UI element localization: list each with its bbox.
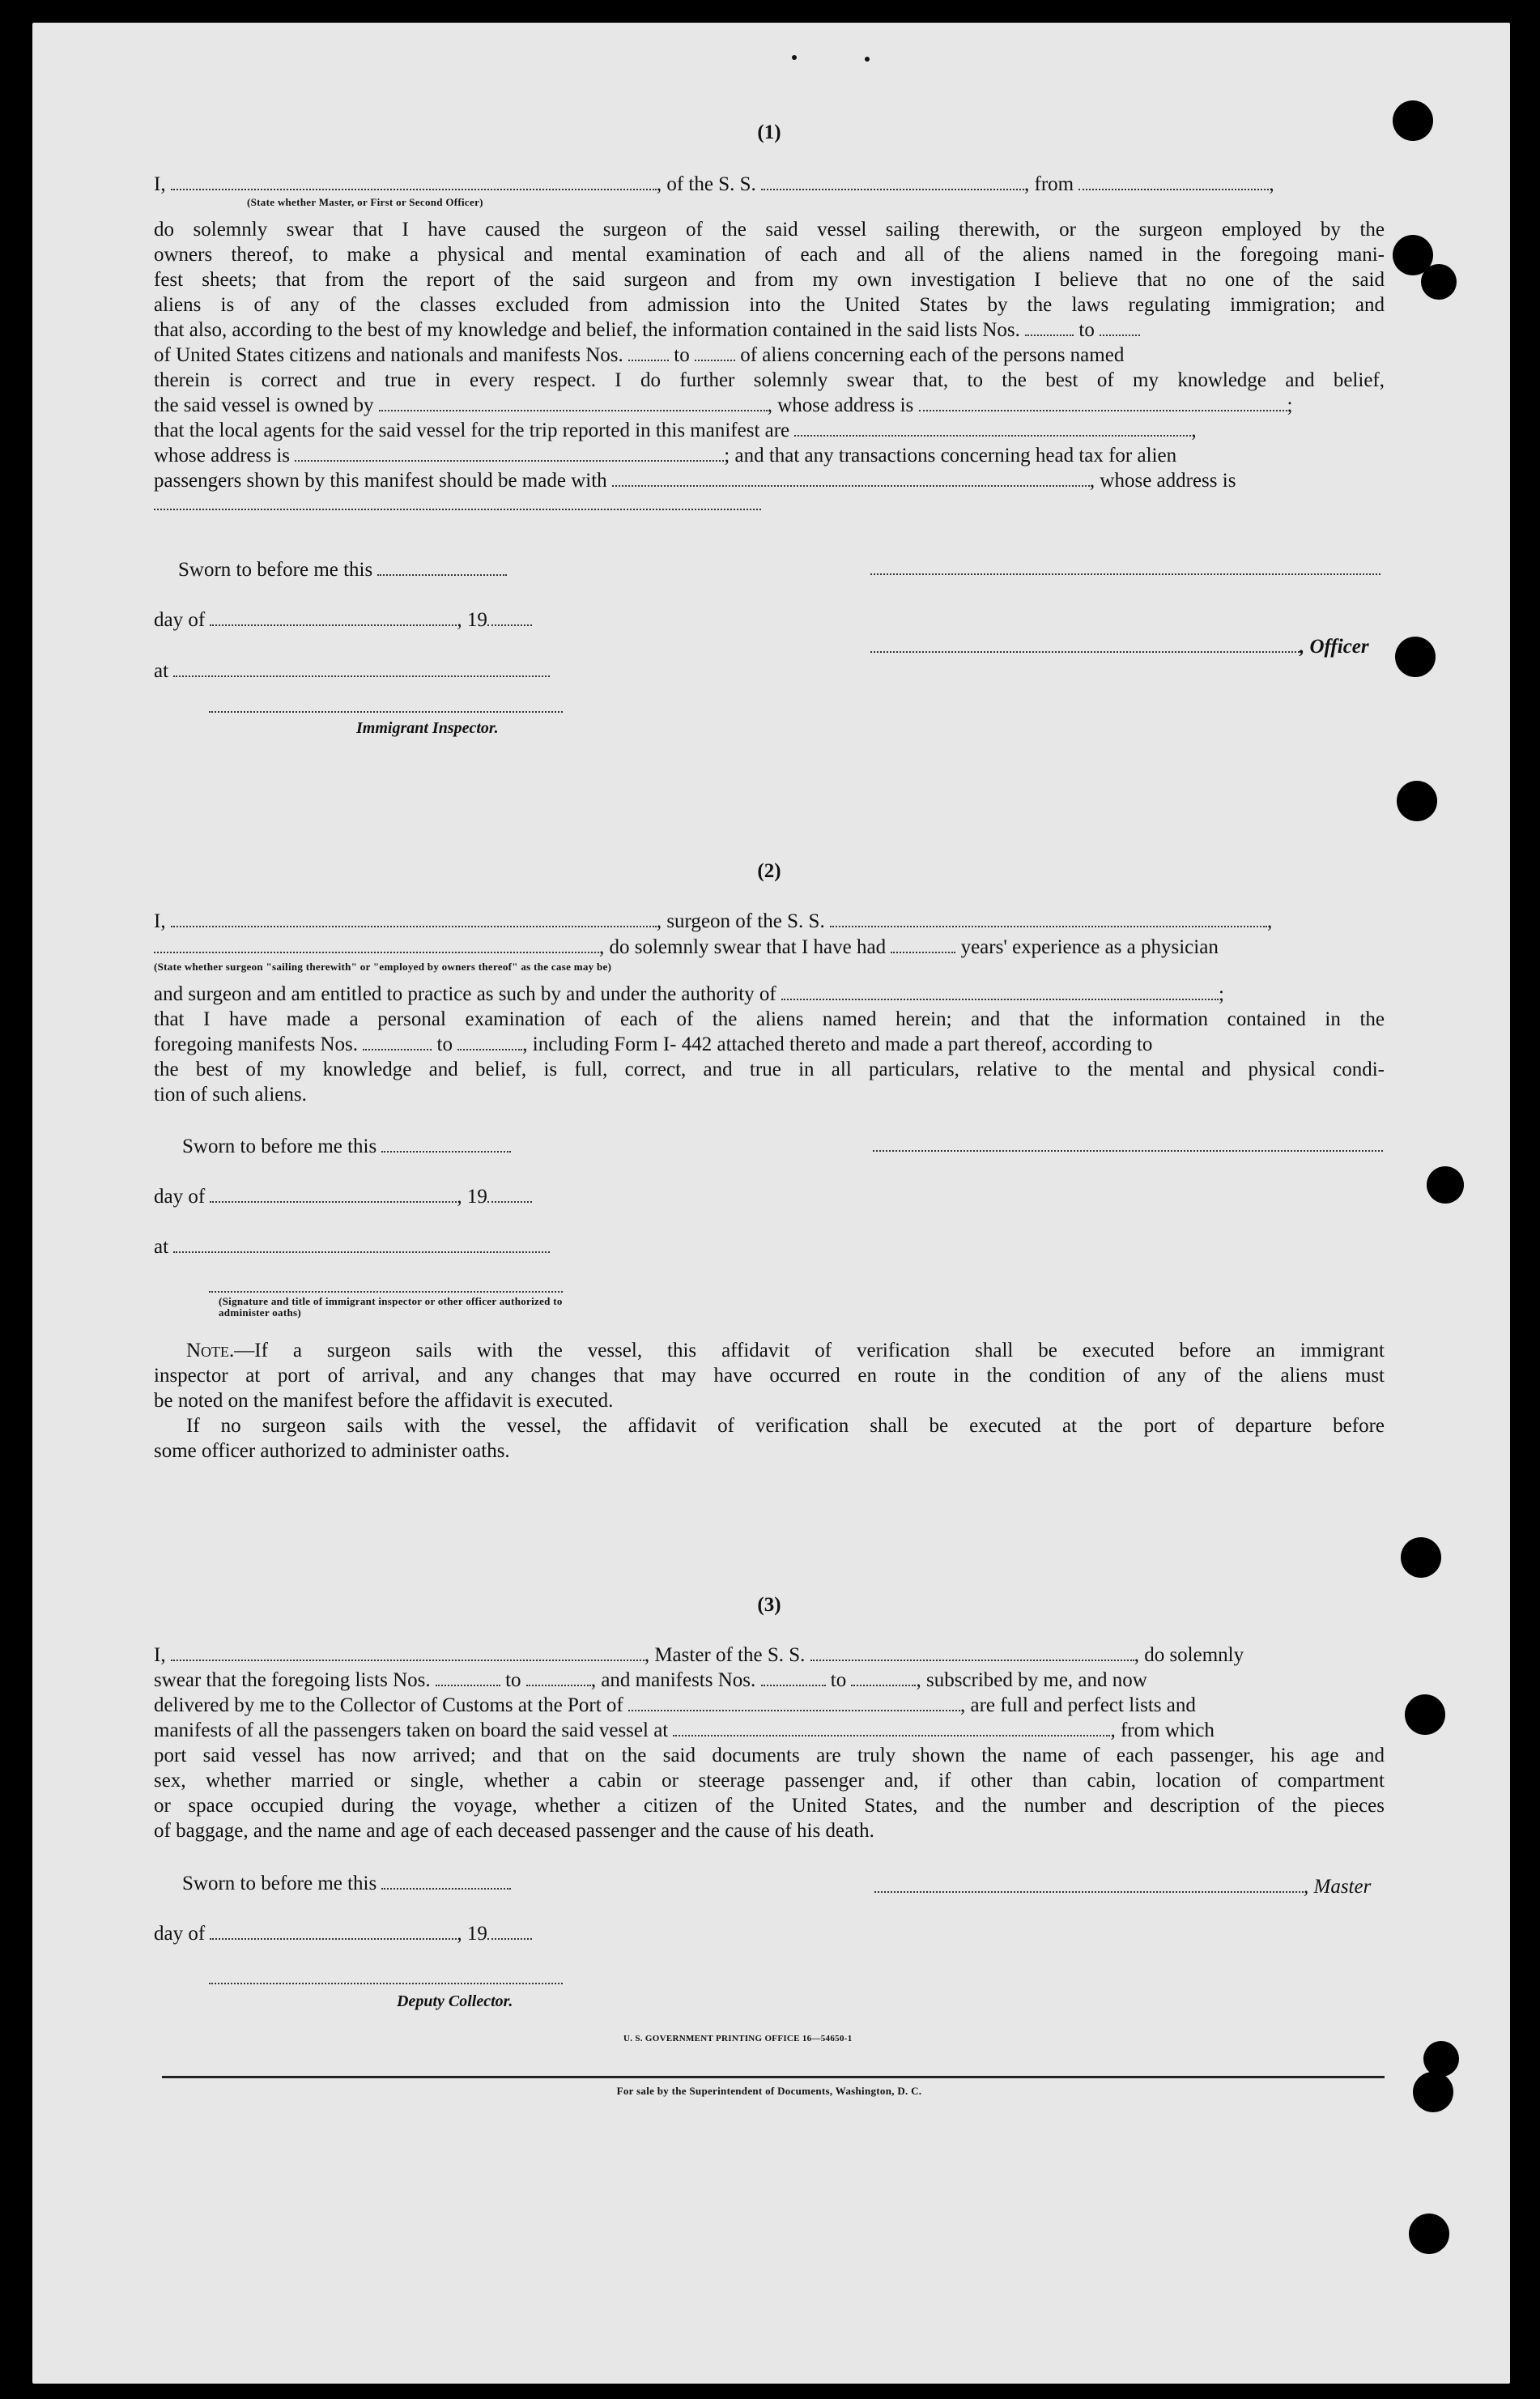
text: , whose address is [767,394,914,416]
blank-sworn-3[interactable] [381,1873,511,1890]
text: —If a surgeon sails with the vessel, this affidavit of verification shall be executed before an immigrant [234,1340,1385,1361]
form-sheet [32,23,1510,2384]
text: day of [154,1923,206,1945]
printing-office-line: U. S. GOVERNMENT PRINTING OFFICE 16—54650-1 [623,2034,853,2043]
blank-manifest-from[interactable] [628,345,669,361]
text: I, [154,173,166,195]
blank-surgeon-signature[interactable] [873,1150,1383,1152]
text: , from [1024,173,1074,195]
text: manifests of all the passengers taken on board the said vessel at [154,1719,669,1741]
blank-list-from[interactable] [1025,320,1074,336]
text: , are full and perfect lists and [960,1694,1196,1716]
blank-years[interactable] [891,937,955,953]
blank-day-2[interactable] [210,1187,457,1203]
text: , whose address is [1089,470,1236,492]
footer-rule [162,2076,1385,2078]
blank-head-tax[interactable] [612,471,1090,487]
section-3-line-2 [154,1668,1385,1693]
note-line [154,1338,1385,1363]
blank-inspector-signature-2[interactable] [209,1291,563,1293]
for-sale-line: For sale by the Superintendent of Documents, Washington, D. C. [616,2085,922,2097]
speck [792,55,797,60]
text: Sworn to before me this [178,559,373,581]
blank-year-2[interactable] [487,1187,532,1203]
blank-day-3[interactable] [210,1924,457,1940]
section-1-line-head-tax [154,468,1385,493]
blank-inspector-signature[interactable] [209,711,563,713]
text: , from which [1110,1719,1215,1741]
blank-year-3[interactable] [487,1924,532,1940]
text: Sworn to before me this [182,1873,377,1894]
signature-caption: (Signature and title of immigrant inspector or other officer authorized to administer oaths) [219,1295,563,1319]
section-1-sworn [178,557,1409,582]
blank-port[interactable] [628,1695,960,1711]
blank-officer-title[interactable] [870,637,1300,653]
text: to [505,1669,521,1691]
text: that the local agents for the said vessel for the trip reported in this manifest are [154,420,790,441]
section-1-line-lists [154,317,1385,343]
blank-master-signature[interactable] [874,1877,1304,1893]
text: Sworn to before me this [182,1136,377,1157]
note-text: some officer authorized to administer oaths. [154,1440,510,1462]
section-1-officer-caption: (State whether Master, or First or Second Officer) [247,196,483,208]
blank-manifests-from-3[interactable] [761,1670,826,1686]
blank-sworn-2[interactable] [381,1136,511,1153]
section-3-heading: (3) [757,1594,781,1616]
punch-hole-5 [1397,781,1437,821]
text: that also, according to the best of my knowledge and belief, the information contained in the said lists Nos. [154,319,1020,341]
section-2-day [154,1184,1385,1209]
section-2-line-authority: and surgeon and am entitled to practice as such by and under the authority of ; [154,983,1224,1005]
section-2-line-2 [154,935,1385,960]
punch-hole-1 [1393,100,1433,141]
section-1-text: therein is correct and true in every respect. I do further solemnly swear that, to the best of my knowledge and belief, [154,369,1385,391]
text: , subscribed by me, and now [916,1669,1147,1691]
section-1-text: aliens is of any of the classes excluded from admission into the United States by the laws regulating immigration; and [154,294,1385,316]
blank-surgeon-name[interactable] [171,911,657,927]
blank-collector-signature[interactable] [209,1983,563,1984]
punch-hole-3 [1421,264,1457,300]
section-3-text: sex, whether married or single, whether a cabin or steerage passenger and, if other than cabin, location of compartment [154,1770,1385,1792]
immigrant-inspector-caption: Immigrant Inspector. [356,719,499,737]
text: , do solemnly swear that I have had [599,936,887,958]
text: passengers shown by this manifest should be made with [154,470,607,492]
section-1-text: fest sheets; that from the report of the said surgeon and from my own investigation I believe that no one of the said [154,269,1385,291]
punch-hole-8 [1405,1694,1445,1735]
punch-hole-4 [1395,637,1436,677]
text: , of the S. S. [656,173,756,195]
section-3-text: or space occupied during the voyage, whether a citizen of the United States, and the number and description of the pieces [154,1795,1385,1817]
blank-manifest-to-2[interactable] [457,1034,522,1050]
blank-at-2[interactable] [173,1237,550,1253]
blank-lists-to-3[interactable] [526,1670,591,1686]
blank-agent-address[interactable] [295,445,724,462]
blank-master-vessel[interactable] [810,1645,1134,1661]
text: , 19 [457,1923,487,1945]
text: , 19 [457,609,487,631]
section-1-line-agents: that the local agents for the said vessel for the trip reported in this manifest are , [154,420,1197,441]
section-1-at [154,658,1385,684]
section-3-master-line [874,1874,1393,1899]
text: foregoing manifests Nos. [154,1033,359,1055]
section-1-line-agent-address [154,443,1385,468]
blank-manifest-to[interactable] [695,345,735,361]
blank-at-1[interactable] [173,661,550,677]
text: , including Form I- 442 attached thereto and made a part thereof, according to [522,1033,1153,1055]
section-2-status-caption: (State whether surgeon "sailing therewith" or "employed by owners thereof" as the case may be) [154,961,612,973]
text: day of [154,609,206,631]
blank-master-name[interactable] [171,1645,645,1661]
section-2-heading: (2) [757,860,781,882]
note-text: inspector at port of arrival, and any changes that may have occurred en route in the condition of any of the aliens must [154,1365,1385,1387]
text: of United States citizens and nationals and manifests Nos. [154,344,623,366]
punch-hole-9 [1423,2041,1459,2077]
section-3-text: port said vessel has now arrived; and that on the said documents are truly shown the name of each passenger, his age and [154,1745,1385,1766]
text: I, [154,1644,166,1666]
section-2-line-1: I, , surgeon of the S. S. , [154,910,1273,932]
master-label: , Master [1304,1876,1372,1898]
text: If no surgeon sails with the vessel, the affidavit of verification shall be executed at the port of departure before [186,1415,1385,1437]
text: , 19 [457,1186,487,1208]
text: whose address is [154,445,291,467]
text: years' experience as a physician [960,936,1219,958]
text: at [154,660,169,682]
note-text [154,1413,1385,1438]
blank-departure-port[interactable] [673,1720,1110,1736]
text: at [154,1236,169,1258]
punch-hole-7 [1401,1537,1441,1578]
section-2-sworn [182,1134,1413,1159]
section-3-day [154,1921,1385,1946]
text: and surgeon and am entitled to practice as such by and under the authority of [154,983,776,1005]
text: ; and that any transactions concerning head tax for alien [724,445,1177,467]
section-3-text: of baggage, and the name and age of each deceased passenger and the cause of his death. [154,1820,874,1842]
text: to [674,344,690,366]
text: , and manifests Nos. [590,1669,756,1691]
section-1-officer-line [870,634,1389,659]
officer-label: , Officer [1300,636,1369,658]
note-label: Note. [186,1340,235,1361]
blank-officer-signature[interactable] [870,573,1380,575]
section-1-line-owner: the said vessel is owned by , whose address is ; [154,394,1293,416]
section-1-line-1: I, , of the S. S. , from , [154,173,1274,195]
text: , do solemnly [1134,1644,1244,1666]
blank-owner-address[interactable] [919,395,1287,411]
section-3-line-1 [154,1643,1385,1668]
text: to [1078,319,1095,341]
section-1-text: do solemnly swear that I have caused the surgeon of the said vessel sailing therewith, or the surgeon employed by the [154,219,1385,241]
blank-from-port[interactable] [1078,174,1269,190]
text: , Master of the S. S. [644,1644,806,1666]
blank-manifest-from-2[interactable] [363,1034,432,1050]
blank-vessel[interactable] [761,174,1024,190]
section-3-line-4 [154,1718,1385,1743]
text: the said vessel is owned by [154,394,374,416]
blank-sworn-1[interactable] [377,560,507,576]
section-1-line-manifests [154,343,1385,368]
deputy-collector-caption: Deputy Collector. [397,1992,513,2010]
section-1-text: owners thereof, to make a physical and mental examination of each and all of the aliens named in the foregoing mani- [154,244,1385,266]
blank-manifests-to-3[interactable] [851,1670,916,1686]
blank-surgeon-status[interactable] [154,937,599,953]
text: of aliens concerning each of the persons named [740,344,1125,366]
blank-lists-from-3[interactable] [436,1670,500,1686]
blank-owner[interactable] [379,395,768,411]
section-1-day [154,607,1385,633]
text: I, [154,910,166,932]
section-2-at [154,1234,1385,1259]
speck [865,57,870,62]
section-2-line-manifests [154,1032,1385,1057]
text: day of [154,1186,206,1208]
text: swear that the foregoing lists Nos. [154,1669,431,1691]
text: to [830,1669,847,1691]
blank-authority[interactable] [781,984,1219,1000]
blank-year-1[interactable] [487,610,532,626]
blank-surgeon-vessel[interactable] [830,911,1267,927]
section-2-text: the best of my knowledge and belief, is full, correct, and true in all particulars, relative to the mental and physical condi- [154,1059,1385,1080]
punch-hole-10 [1413,2072,1453,2112]
section-2-text: tion of such aliens. [154,1084,307,1106]
blank-day-1[interactable] [210,610,457,626]
text: to [436,1033,453,1055]
section-2-text: that I have made a personal examination of each of the aliens named herein; and that the information contained in the [154,1008,1385,1030]
blank-agents[interactable] [794,420,1191,437]
section-1-heading: (1) [757,121,781,143]
blank-officer[interactable] [171,174,657,190]
blank-head-tax-address[interactable] [154,509,761,510]
text: delivered by me to the Collector of Customs at the Port of [154,1694,623,1716]
punch-hole-11 [1409,2214,1449,2254]
blank-list-to[interactable] [1100,320,1140,336]
text: , surgeon of the S. S. [656,910,825,932]
punch-hole-6 [1427,1166,1464,1204]
section-3-line-3 [154,1693,1385,1718]
note-text: be noted on the manifest before the affidavit is executed. [154,1390,614,1412]
